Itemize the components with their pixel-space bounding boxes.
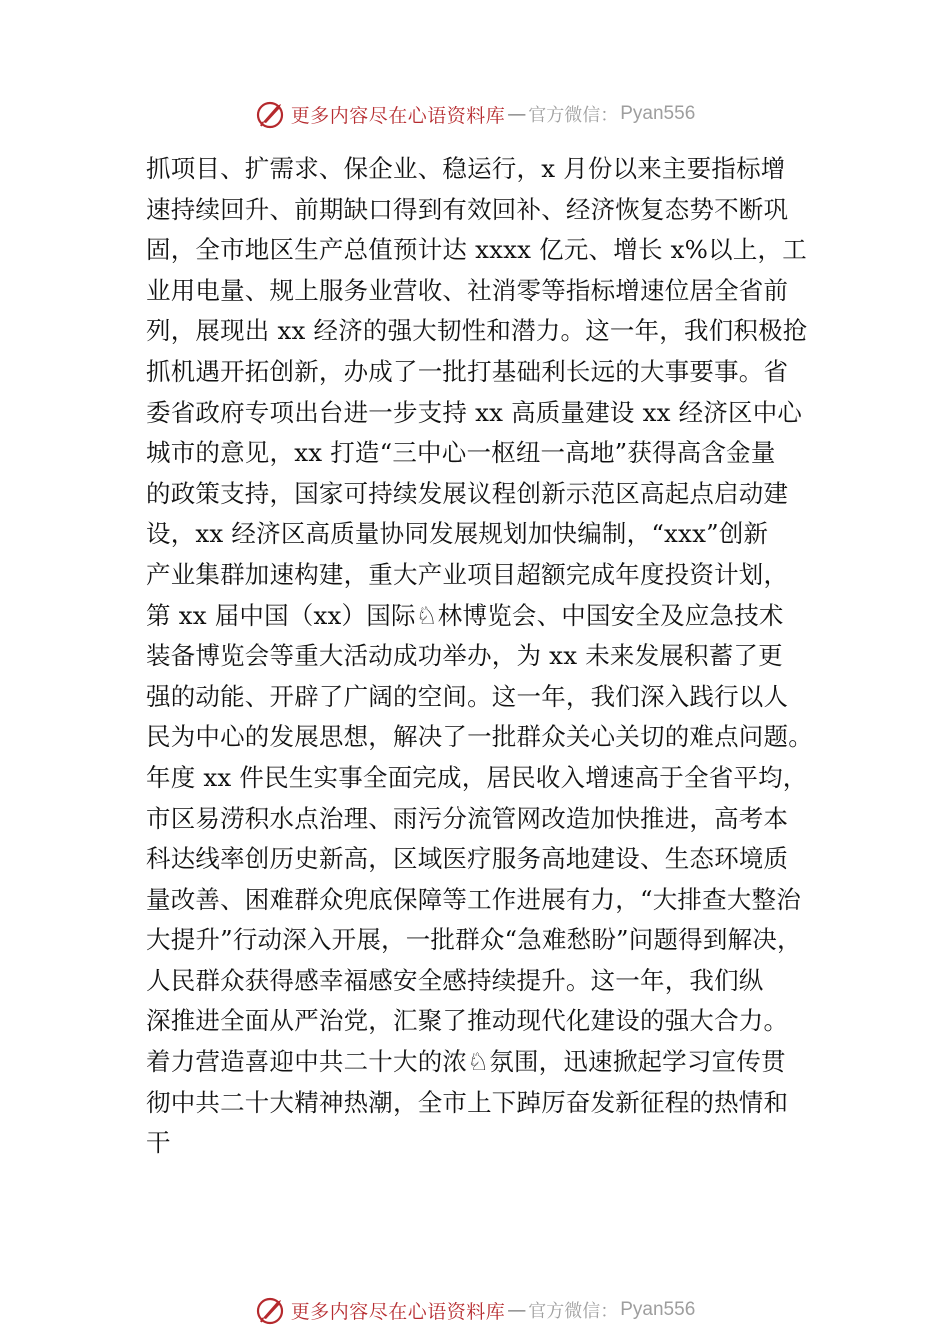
text-line: 着力营造喜迎中共二十大的浓♘氛围，迅速掀起学习宣传贯 bbox=[146, 1047, 786, 1077]
text-line: 大提升”行动深入开展，一批群众“急难愁盼”问题得到解决， bbox=[146, 925, 802, 955]
banner-title: 更多内容尽在心语资料库 bbox=[290, 1300, 506, 1323]
text-line: 固，全市地区生产总值预计达 xxxx 亿元、增长 x%以上，工 bbox=[146, 235, 807, 265]
quill-pen-icon bbox=[255, 1294, 287, 1326]
text-line: 人民群众获得感幸福感安全感持续提升。这一年，我们纵 bbox=[146, 965, 764, 995]
text-line: 干 bbox=[146, 1128, 171, 1158]
text-line: 抓机遇开拓创新，办成了一批打基础利长远的大事要事。省 bbox=[146, 356, 789, 386]
text-line: 年度 xx 件民生实事全面完成，居民收入增速高于全省平均， bbox=[146, 762, 808, 792]
text-line: 市区易涝积水点治理、雨污分流管网改造加快推进，高考本 bbox=[146, 803, 789, 833]
text-line: 的政策支持，国家可持续发展议程创新示范区高起点启动建 bbox=[146, 478, 789, 508]
text-line: 城市的意见，xx 打造“三中心一枢纽一高地”获得高含金量 bbox=[146, 438, 776, 468]
banner-wechat-id: Pyan556 bbox=[620, 1299, 696, 1320]
document-body bbox=[146, 149, 814, 1164]
text-line: 第 xx 届中国（xx）国际♘林博览会、中国安全及应急技术 bbox=[146, 600, 784, 630]
quill-pen-icon bbox=[255, 98, 287, 130]
banner-separator: — bbox=[507, 103, 527, 125]
banner-separator: — bbox=[507, 1299, 527, 1321]
text-line: 装备博览会等重大活动成功举办，为 xx 未来发展积蓄了更 bbox=[146, 641, 783, 671]
banner-title: 更多内容尽在心语资料库 bbox=[290, 104, 506, 127]
text-line: 彻中共二十大精神热潮，全市上下踔厉奋发新征程的热情和 bbox=[146, 1087, 789, 1117]
text-line: 民为中心的发展思想，解决了一批群众关心关切的难点问题。 bbox=[146, 722, 813, 752]
text-line: 量改善、困难群众兜底保障等工作进展有力，“大排查大整治 bbox=[146, 884, 801, 914]
footer-banner bbox=[0, 1290, 950, 1330]
banner-wechat-label: 官方微信： bbox=[528, 1301, 619, 1322]
text-line: 业用电量、规上服务业营收、社消零等指标增速位居全省前 bbox=[146, 275, 789, 305]
text-line: 科达线率创历史新高，区域医疗服务高地建设、生态环境质 bbox=[146, 844, 789, 874]
text-line: 委省政府专项出台进一步支持 xx 高质量建设 xx 经济区中心 bbox=[146, 397, 803, 427]
banner-wechat-label: 官方微信： bbox=[528, 105, 619, 126]
text-line: 深推进全面从严治党，汇聚了推动现代化建设的强大合力。 bbox=[146, 1006, 789, 1036]
text-line: 速持续回升、前期缺口得到有效回补、经济恢复态势不断巩 bbox=[146, 194, 789, 224]
text-line: 设，xx 经济区高质量协同发展规划加快编制，“xxx”创新 bbox=[146, 519, 769, 549]
text-line: 产业集群加速构建，重大产业项目超额完成年度投资计划， bbox=[146, 559, 789, 589]
text-line: 强的动能、开辟了广阔的空间。这一年，我们深入践行以人 bbox=[146, 681, 789, 711]
text-line: 列，展现出 xx 经济的强大韧性和潜力。这一年，我们积极抢 bbox=[146, 316, 808, 346]
text-line: 抓项目、扩需求、保企业、稳运行，x 月份以来主要指标增 bbox=[146, 154, 786, 183]
banner-wechat-id: Pyan556 bbox=[620, 103, 696, 124]
header-banner bbox=[0, 94, 950, 134]
